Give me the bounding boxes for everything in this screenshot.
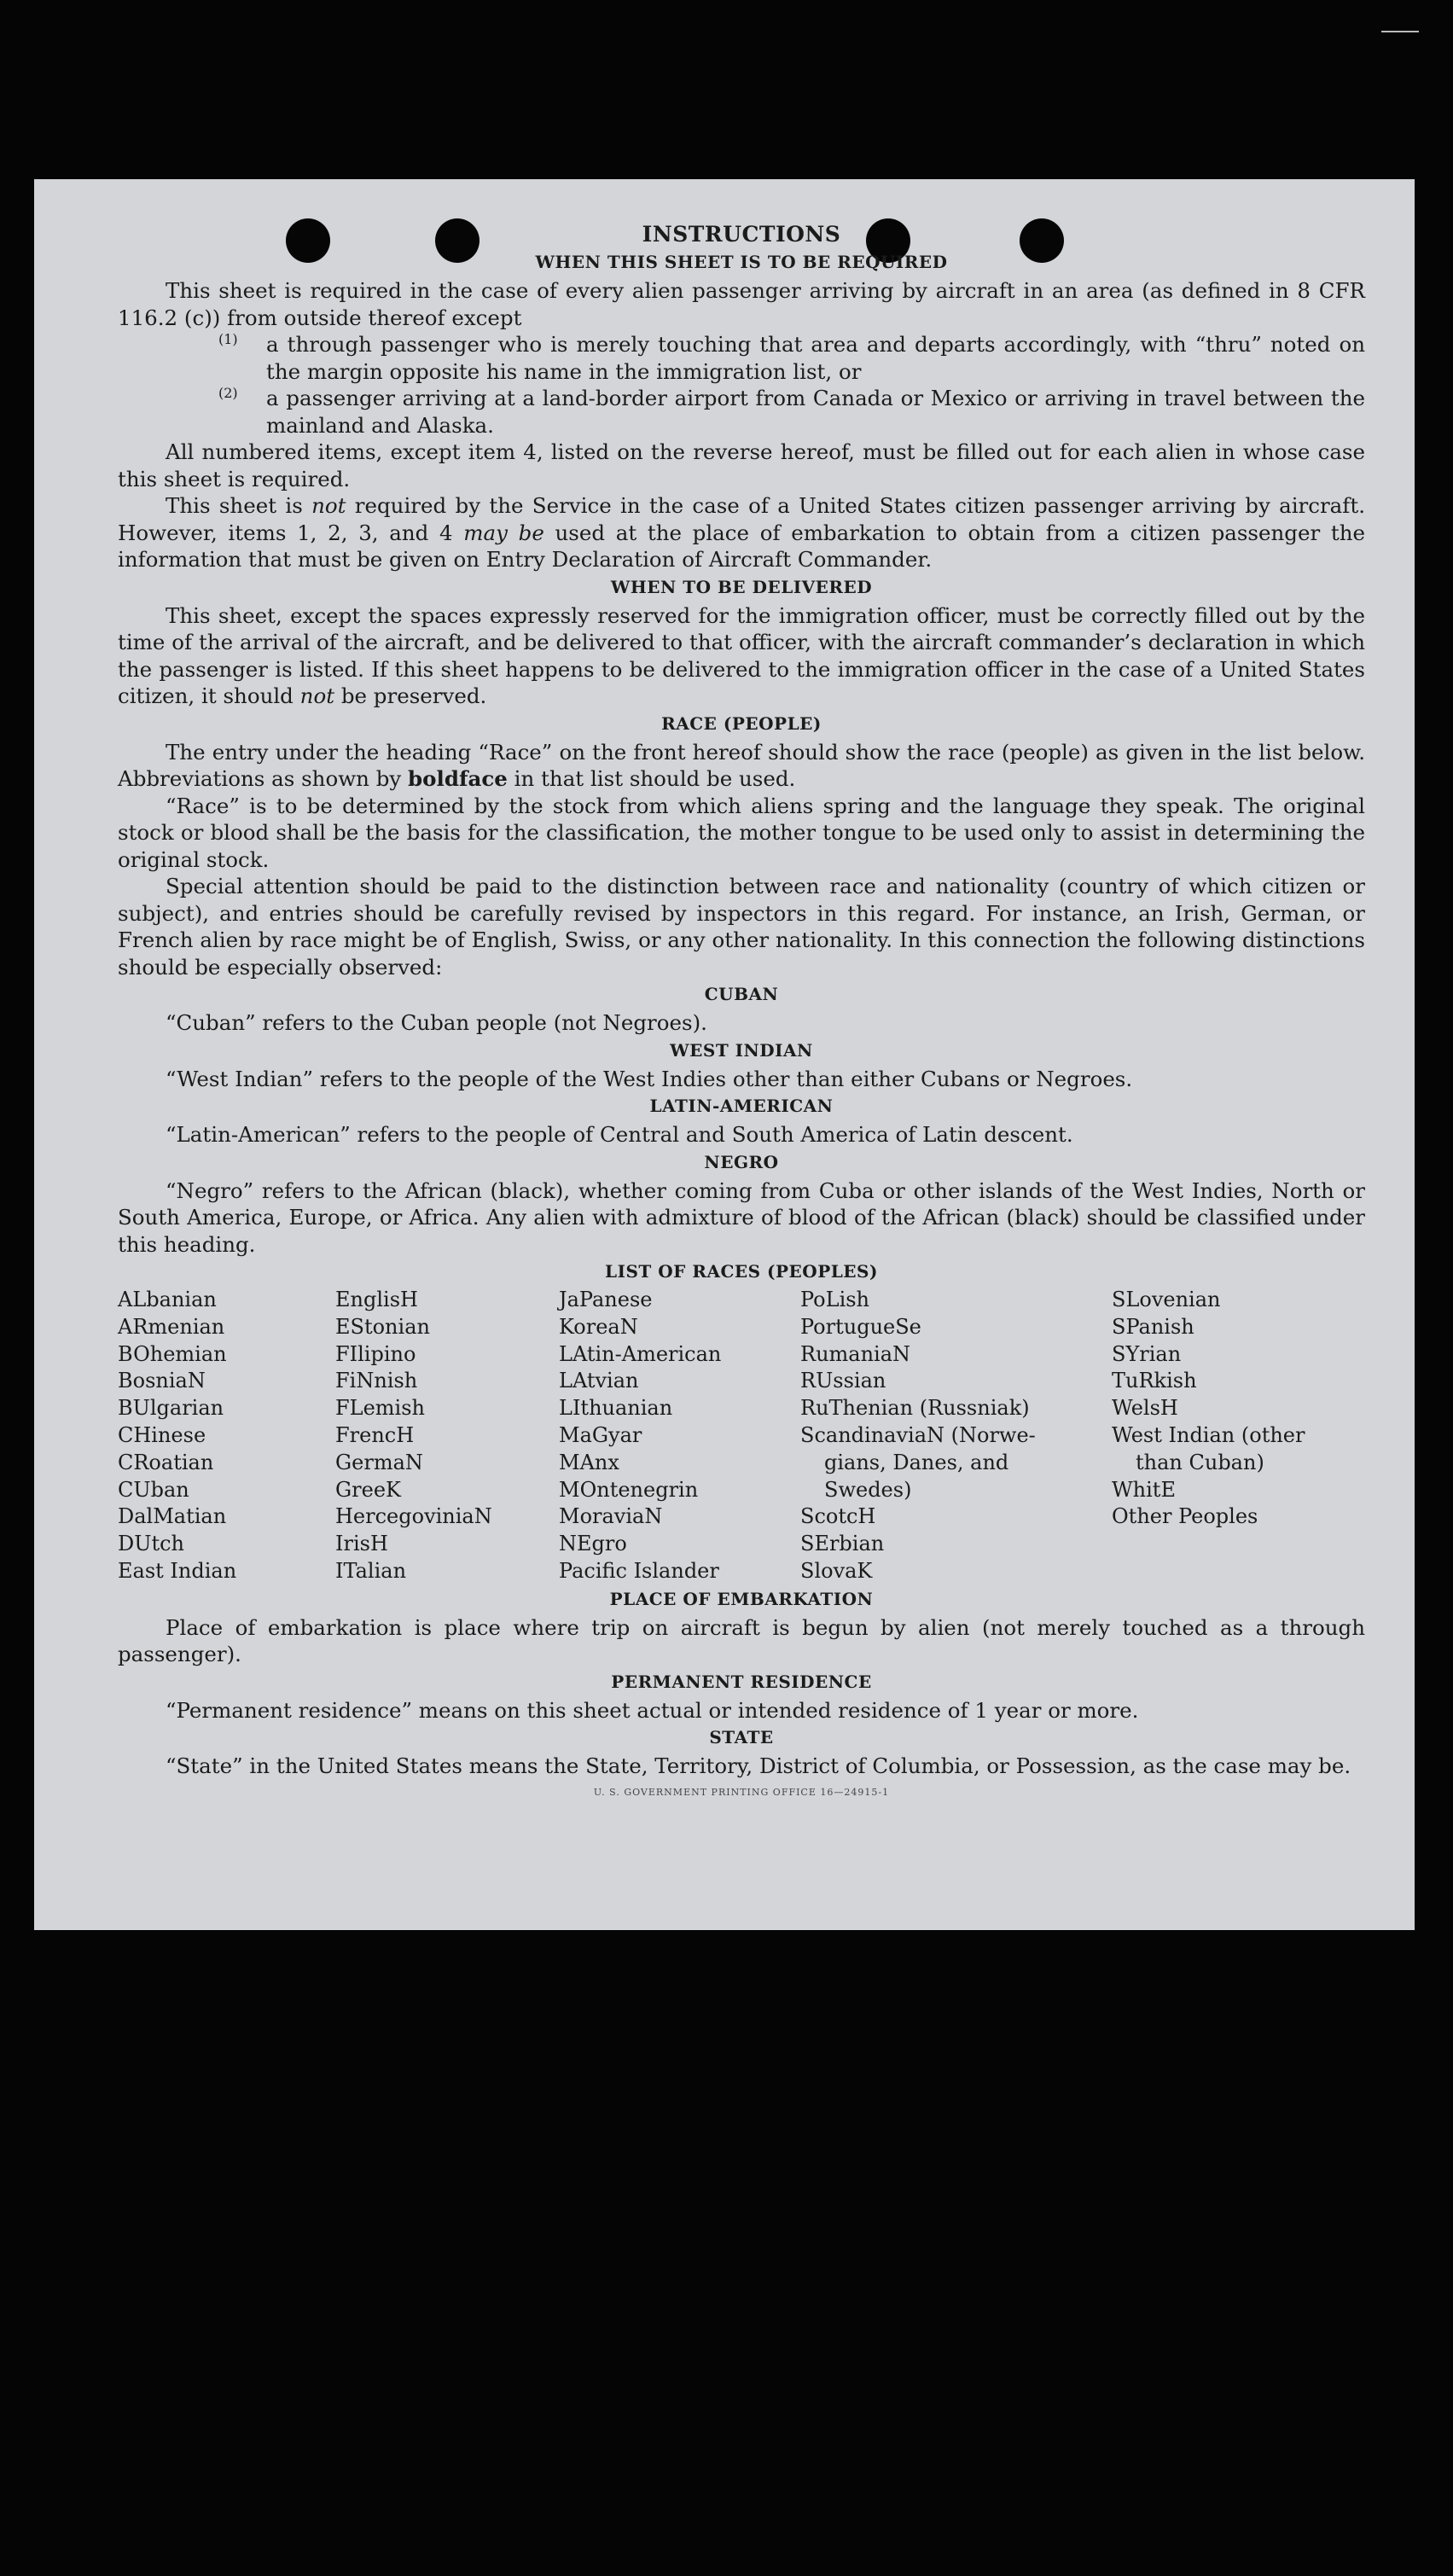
races-column [559, 1287, 800, 1585]
races-column [1112, 1287, 1334, 1585]
paragraph: “Latin-American” refers to the people of Central and South America of Latin descent. [166, 1122, 1073, 1147]
list-item [118, 331, 1365, 385]
race-entry: FIlipino [335, 1341, 416, 1366]
text-span: in that list should be used. [507, 766, 796, 791]
paragraph: This sheet is required in the case of every alien passenger arriving by aircraft in an area (as defined in 8 CFR 116.2 (c)) from outside thereof except [118, 278, 1365, 330]
race-entry: BUlgarian [118, 1396, 224, 1421]
race-entry: LAtvian [559, 1369, 639, 1393]
list-item [118, 385, 1365, 439]
races-column [800, 1287, 1112, 1585]
race-entry: ALbanian [118, 1288, 217, 1311]
section-heading-delivered: WHEN TO BE DELIVERED [610, 576, 873, 597]
race-entry: WhitE [1112, 1477, 1176, 1502]
section-heading-race: RACE (PEOPLE) [661, 712, 822, 734]
race-entry: CUban [118, 1477, 189, 1502]
race-entry: CRoatian [118, 1450, 214, 1474]
section-heading-required: WHEN THIS SHEET IS TO BE REQUIRED [535, 252, 948, 272]
race-entry: DUtch [118, 1532, 185, 1556]
race-entry: BOhemian [118, 1341, 227, 1366]
race-entry: SlovaK [800, 1558, 873, 1583]
corner-mark [1381, 31, 1419, 32]
race-entry: SLovenian [1112, 1288, 1221, 1311]
race-entry: CHinese [118, 1422, 206, 1447]
race-entry: ScotcH [800, 1504, 876, 1529]
race-entry: NEgro [559, 1532, 627, 1556]
section-heading-residence: PERMANENT RESIDENCE [611, 1671, 872, 1692]
text-span: This sheet, except the spaces expressly reserved for the immigration officer, must be correctly filled out by the time of the arrival of the aircraft, and be delivered to that officer, with the aircraft commander’s declaration in which the passenger is listed. If this sheet happens to be delivered to the immigration officer in the case of a United States citizen, it should [118, 602, 1365, 708]
paragraph: “Cuban” refers to the Cuban people (not Negroes). [166, 1010, 707, 1035]
race-entry: Other Peoples [1112, 1504, 1258, 1529]
paragraph: All numbered items, except item 4, listed on the reverse hereof, must be filled out for each alien in whose case this sheet is required. [118, 439, 1365, 491]
race-entry: RumaniaN [800, 1341, 911, 1366]
text-span: used at the place of embarkation to obtain from a citizen passenger the information that must be given on Entry Declaration of Aircraft Commander. [118, 520, 1365, 572]
race-entry: FiNnish [335, 1369, 418, 1393]
race-entry: MOntenegrin [559, 1477, 699, 1502]
emphasis: not [311, 493, 346, 518]
paragraph: “Permanent residence” means on this sheet actual or intended residence of 1 year or more. [166, 1697, 1139, 1723]
text-span: be preserved. [334, 683, 487, 708]
page-title: INSTRUCTIONS [642, 222, 841, 247]
race-entry: gians, Danes, and [824, 1450, 1009, 1474]
race-entry: East Indian [118, 1558, 237, 1583]
section-heading-negro: NEGRO [704, 1151, 779, 1172]
race-entry: JaPanese [559, 1288, 653, 1311]
paragraph: Special attention should be paid to the distinction between race and nationality (country of which citizen or subject), and entries should be carefully revised by inspectors in this regard. For instance, an Irish, German, or French alien by race might be of English, Swiss, or any other nationality. In this connection the following distinctions should be especially observed: [118, 874, 1365, 980]
race-entry: ARmenian [118, 1314, 225, 1339]
race-entry: DalMatian [118, 1504, 227, 1529]
race-entry: EnglisH [335, 1288, 418, 1311]
race-entry: MoraviaN [559, 1504, 663, 1529]
paragraph: “West Indian” refers to the people of the West Indies other than either Cubans or Negroes. [166, 1066, 1133, 1091]
race-entry: GreeK [335, 1477, 401, 1502]
list-text: a through passenger who is merely touching that area and departs accordingly, with “thru” noted on the margin opposite his name in the immigration list, or [266, 332, 1365, 384]
section-heading-races: LIST OF RACES (PEOPLES) [605, 1261, 878, 1282]
paragraph [118, 492, 1365, 573]
race-entry: SErbian [800, 1532, 885, 1556]
race-entry: MaGyar [559, 1422, 642, 1447]
race-entry: BosniaN [118, 1369, 206, 1393]
race-entry: GermaN [335, 1450, 423, 1474]
race-entry: LIthuanian [559, 1396, 673, 1421]
race-entry: LAtin-American [559, 1341, 722, 1366]
paragraph: “Race” is to be determined by the stock from which aliens spring and the language they speak. The original stock or blood shall be the basis for the classification, the mother tongue to be used only to assist in determining the original stock. [118, 793, 1365, 872]
race-entry: RuThenian (Russniak) [800, 1396, 1030, 1421]
text-span: The entry under the heading “Race” on the front hereof should show the race (people) as given in the list below. Abbreviations as shown by [118, 739, 1365, 791]
document-page [34, 179, 1415, 1930]
paragraph: “Negro” refers to the African (black), whether coming from Cuba or other islands of the West Indies, North or South America, Europe, or Africa. Any alien with admixture of blood of the African (black) should be classified under this heading. [118, 1178, 1365, 1257]
race-entry: FLemish [335, 1396, 425, 1421]
race-entry: TuRkish [1112, 1369, 1197, 1393]
emphasis: not [299, 683, 335, 708]
race-entry: HercegoviniaN [335, 1504, 492, 1529]
races-column [335, 1287, 559, 1585]
race-entry: ITalian [335, 1558, 407, 1583]
section-heading-latin-american: LATIN-AMERICAN [649, 1096, 834, 1116]
race-entry: than Cuban) [1136, 1450, 1264, 1474]
race-entry: ScandinaviaN (Norwe- [800, 1422, 1036, 1447]
race-entry: West Indian (other [1112, 1422, 1305, 1447]
race-entry: SYrian [1112, 1341, 1182, 1366]
race-entry: PortugueSe [800, 1314, 921, 1339]
paragraph [118, 739, 1365, 793]
races-list [118, 1287, 1365, 1585]
emphasis: may be [463, 520, 544, 545]
section-heading-cuban: CUBAN [704, 984, 779, 1004]
text-span: required by the Service in the case of a United States citizen passenger arriving by aircraft. However, items 1, 2, 3, and 4 [118, 493, 1365, 545]
section-heading-state: STATE [709, 1727, 774, 1748]
printer-imprint: U. S. GOVERNMENT PRINTING OFFICE 16—24915-1 [593, 1786, 890, 1798]
text-span: This sheet is [166, 493, 312, 518]
race-entry: FrencH [335, 1422, 415, 1447]
list-text: a passenger arriving at a land-border airport from Canada or Mexico or arriving in travel between the mainland and Alaska. [266, 386, 1365, 438]
race-entry: RUssian [800, 1369, 886, 1393]
paragraph [118, 602, 1365, 710]
race-entry: IrisH [335, 1532, 388, 1556]
paragraph: Place of embarkation is place where trip on aircraft is begun by alien (not merely touched as a through passenger). [118, 1614, 1365, 1667]
races-column [118, 1287, 335, 1585]
race-entry: SPanish [1112, 1314, 1194, 1339]
race-entry: MAnx [559, 1450, 619, 1474]
list-number: (2) [218, 385, 238, 401]
document-body [118, 222, 1365, 1798]
race-entry: KoreaN [559, 1314, 638, 1339]
bold-text: boldface [408, 766, 508, 791]
race-entry: Pacific Islander [559, 1558, 719, 1583]
list-number: (1) [218, 331, 238, 347]
section-heading-west-indian: WEST INDIAN [670, 1039, 813, 1061]
race-entry: PoLish [800, 1288, 870, 1311]
race-entry: WelsH [1112, 1396, 1178, 1421]
race-entry: EStonian [335, 1314, 430, 1339]
section-heading-embarkation: PLACE OF EMBARKATION [609, 1588, 874, 1609]
paragraph: “State” in the United States means the State, Territory, District of Columbia, or Possession, as the case may be. [166, 1753, 1351, 1779]
race-entry: Swedes) [824, 1477, 912, 1502]
